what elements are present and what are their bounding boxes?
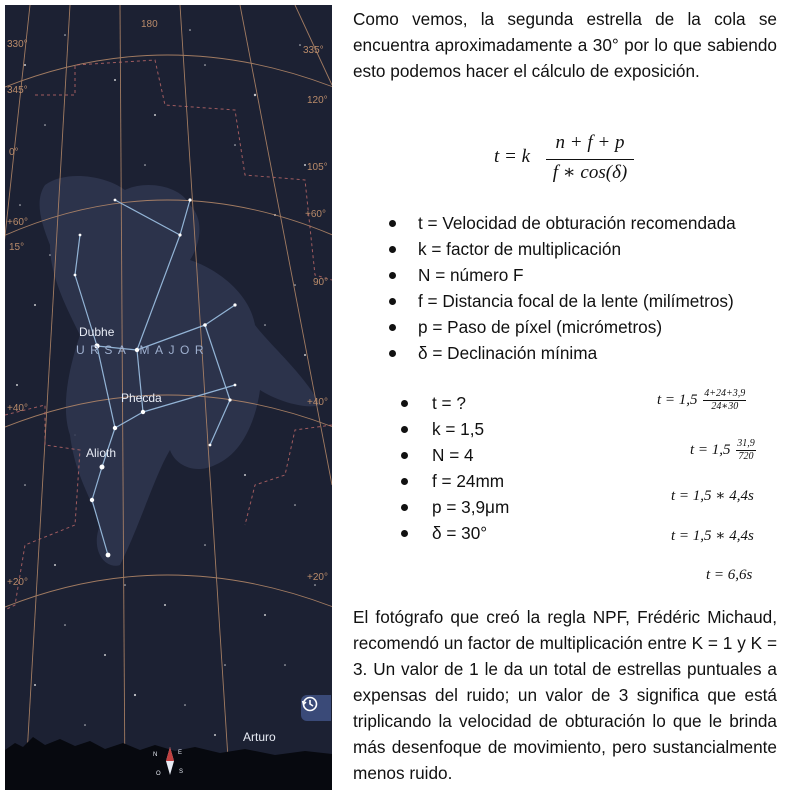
calc-step-2-numerator: 31,9	[737, 438, 755, 449]
formula-numerator: n + f + p	[555, 132, 625, 153]
calc-step-1-prefix: t = 1,5	[657, 391, 698, 408]
calc-result: t = 6,6s	[706, 567, 753, 583]
text-column	[353, 0, 777, 795]
list-item: δ = 30°	[398, 520, 509, 546]
calc-step-1-fraction	[703, 388, 746, 413]
degree-label: 335°	[303, 45, 324, 56]
calc-step-1-denominator: 24∗30	[711, 401, 739, 412]
calc-step-3: t = 1,5 ∗ 4,4s	[671, 488, 754, 504]
degree-label: 345°	[7, 85, 28, 96]
formula-lhs: t = k	[494, 146, 531, 167]
list-item: N = número F	[386, 262, 736, 288]
degree-label: 15°	[9, 242, 25, 253]
calc-step-2	[690, 438, 756, 463]
svg-text:O: O	[156, 771, 161, 777]
list-item: p = Paso de píxel (micrómetros)	[386, 314, 736, 340]
constellation-label: URSA MAJOR	[76, 343, 210, 357]
list-item: f = Distancia focal de la lente (milímetros)	[386, 288, 736, 314]
degree-label: +60°	[305, 209, 326, 220]
calc-step-1	[657, 388, 746, 413]
intro-paragraph: Como vemos, la segunda estrella de la cola se encuentra aproximadamente a 30° por lo que sabiendo esto podemos hacer el cálculo de exposición.	[353, 9, 777, 81]
history-icon	[301, 695, 319, 713]
list-item: f = 24mm	[398, 468, 509, 494]
degree-label: 90°	[313, 277, 329, 288]
sky-map-screenshot	[5, 5, 332, 790]
values-list	[398, 390, 509, 546]
formula-denominator: f ∗ cos(δ)	[552, 162, 628, 183]
calc-step-1-numerator: 4+24+3,9	[704, 388, 746, 399]
sky-map-canvas	[5, 5, 332, 790]
list-item: N = 4	[398, 442, 509, 468]
calc-step-2-fraction	[736, 438, 756, 463]
list-item: k = factor de multiplicación	[386, 236, 736, 262]
time-travel-button[interactable]	[301, 695, 331, 721]
svg-text:N: N	[153, 752, 158, 758]
npf-formula	[494, 132, 654, 188]
calc-step-2-prefix: t = 1,5	[690, 441, 731, 458]
star-label-arturo: Arturo	[243, 730, 276, 744]
degree-label: +40°	[307, 397, 328, 408]
degree-label: +20°	[307, 572, 328, 583]
list-item: t = ?	[398, 390, 509, 416]
definitions-list	[386, 210, 736, 366]
degree-label: 0°	[9, 147, 19, 158]
svg-text:E: E	[178, 750, 183, 756]
calc-step-2-denominator: 720	[738, 451, 754, 462]
list-item: δ = Declinación mínima	[386, 340, 736, 366]
degree-label: +20°	[7, 577, 28, 588]
degree-label: +40°	[7, 403, 28, 414]
list-item: p = 3,9μm	[398, 494, 509, 520]
star-label-dubhe: Dubhe	[79, 325, 115, 339]
svg-text:S: S	[179, 769, 184, 775]
star-label-alioth: Alioth	[86, 446, 117, 460]
list-item: k = 1,5	[398, 416, 509, 442]
degree-label: 120°	[307, 95, 328, 106]
degree-label: +60°	[7, 217, 28, 228]
outro-paragraph: El fotógrafo que creó la regla NPF, Frédéric Michaud, recomendó un factor de multiplicación entre K = 1 y K = 3. Un valor de 1 le da un total de estrellas puntuales a expensas del ruido; un valor de 3 significa que está triplicando la velocidad de obturación lo que le brinda más desenfoque de movimiento, pero sustancialmente menos ruido.	[353, 607, 777, 783]
degree-label: 105°	[307, 162, 328, 173]
degree-label: 180	[141, 19, 158, 30]
degree-label: 330°	[7, 39, 28, 50]
star-label-phecda: Phecda	[121, 391, 162, 405]
calc-step-4: t = 1,5 ∗ 4,4s	[671, 528, 754, 544]
list-item: t = Velocidad de obturación recomendada	[386, 210, 736, 236]
